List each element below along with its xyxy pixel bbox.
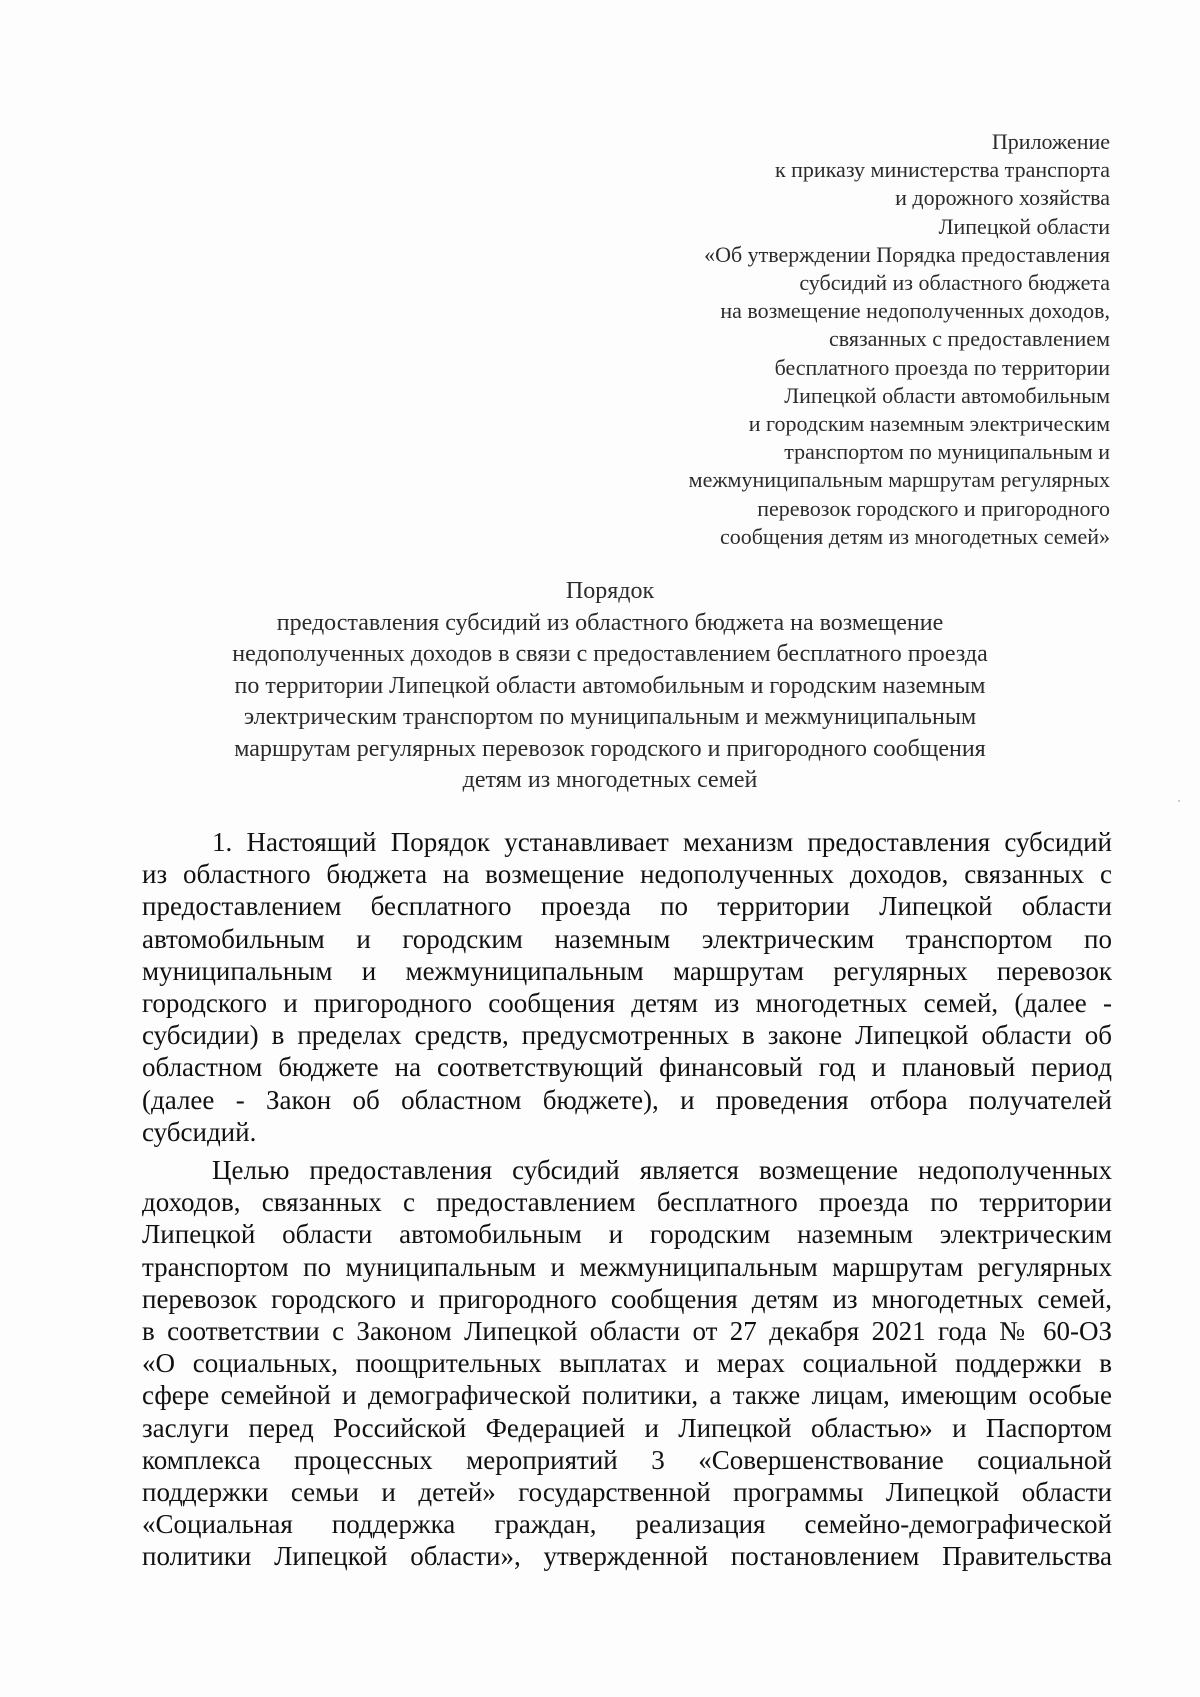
paragraph-1 bbox=[142, 826, 1112, 1148]
scan-dot bbox=[1178, 800, 1180, 802]
body-line: Липецкой области автомобильным и городским наземным электрическим bbox=[142, 1219, 1112, 1250]
body-line: субсидии) в пределах средств, предусмотренных в законе Липецкой области об bbox=[142, 1020, 1112, 1051]
body-line: субсидий. bbox=[142, 1116, 257, 1147]
body-line: автомобильным и городским наземным электрическим транспортом по bbox=[142, 923, 1112, 954]
body-line: Целью предоставления субсидий является возмещение недополученных bbox=[212, 1155, 1112, 1186]
body-line: транспортом по муниципальным и межмуниципальным маршрутам регулярных bbox=[142, 1251, 1112, 1282]
body-line: областном бюджете на соответствующий финансовый год и плановый период bbox=[142, 1052, 1112, 1083]
subtitle-line: по территории Липецкой области автомобильным и городским наземным bbox=[234, 672, 986, 699]
appendix-line: «Об утверждении Порядка предоставления bbox=[704, 241, 1110, 267]
body-line: городского и пригородного сообщения детям из многодетных семей, (далее - bbox=[142, 988, 1112, 1019]
appendix-line: Липецкой области автомобильным bbox=[784, 382, 1110, 408]
appendix-line: Липецкой области bbox=[938, 213, 1110, 239]
body-line: из областного бюджета на возмещение недополученных доходов, связанных с bbox=[142, 859, 1112, 890]
body-line: муниципальным и межмуниципальным маршрутам регулярных перевозок bbox=[142, 955, 1112, 986]
appendix-line: бесплатного проезда по территории bbox=[774, 354, 1110, 380]
document-body bbox=[142, 826, 1112, 1579]
body-line: поддержки семьи и детей» государственной программы Липецкой области bbox=[142, 1477, 1112, 1508]
body-line: заслуги перед Российской Федерацией и Липецкой областью» и Паспортом bbox=[142, 1412, 1112, 1443]
appendix-header bbox=[550, 128, 1110, 551]
subtitle-line: детям из многодетных семей bbox=[462, 767, 758, 793]
body-line: (далее - Закон об областном бюджете), и проведения отбора получателей bbox=[142, 1084, 1112, 1115]
appendix-line: и дорожного хозяйства bbox=[895, 185, 1110, 211]
body-line: перевозок городского и пригородного сообщения детям из многодетных семей, bbox=[142, 1283, 1112, 1314]
subtitle-line: маршрутам регулярных перевозок городского и пригородного сообщения bbox=[234, 735, 986, 762]
appendix-line: на возмещение недополученных доходов, bbox=[720, 298, 1110, 324]
appendix-line: транспортом по муниципальным и bbox=[784, 439, 1110, 465]
subtitle-line: предоставления субсидий из областного бюджета на возмещение bbox=[276, 609, 944, 636]
appendix-line: связанных с предоставлением bbox=[828, 326, 1110, 352]
body-line: доходов, связанных с предоставлением бесплатного проезда по территории bbox=[142, 1187, 1112, 1218]
body-line: политики Липецкой области», утвержденной постановлением Правительства bbox=[142, 1541, 1112, 1572]
body-line: «Социальная поддержка граждан, реализация семейно-демографической bbox=[142, 1509, 1112, 1540]
document-title bbox=[140, 576, 1080, 797]
title-heading: Порядок bbox=[565, 578, 655, 604]
body-line: комплекса процессных мероприятий 3 «Совершенствование социальной bbox=[142, 1444, 1112, 1475]
appendix-line: межмуниципальным маршрутам регулярных bbox=[688, 467, 1110, 493]
appendix-line: субсидий из областного бюджета bbox=[799, 270, 1110, 296]
appendix-line: сообщения детям из многодетных семей» bbox=[719, 523, 1110, 549]
appendix-line: Приложение bbox=[991, 129, 1110, 154]
appendix-line: к приказу министерства транспорта bbox=[774, 157, 1110, 183]
body-line: «О социальных, поощрительных выплатах и мерах социальной поддержки в bbox=[142, 1348, 1112, 1379]
body-line: сфере семейной и демографической политики, а также лицам, имеющим особые bbox=[142, 1380, 1112, 1411]
appendix-line: и городским наземным электрическим bbox=[748, 411, 1110, 437]
paragraph-2 bbox=[142, 1154, 1112, 1573]
appendix-line: перевозок городского и пригородного bbox=[757, 495, 1110, 521]
body-line: предоставлением бесплатного проезда по территории Липецкой области bbox=[142, 891, 1112, 922]
body-line: в соответствии с Законом Липецкой области от 27 декабря 2021 года № 60-ОЗ bbox=[142, 1316, 1112, 1347]
body-line: 1. Настоящий Порядок устанавливает механизм предоставления субсидий bbox=[212, 827, 1112, 857]
subtitle-line: электрическим транспортом по муниципальным и межмуниципальным bbox=[243, 704, 977, 730]
subtitle-line: недополученных доходов в связи с предоставлением бесплатного проезда bbox=[232, 641, 988, 667]
